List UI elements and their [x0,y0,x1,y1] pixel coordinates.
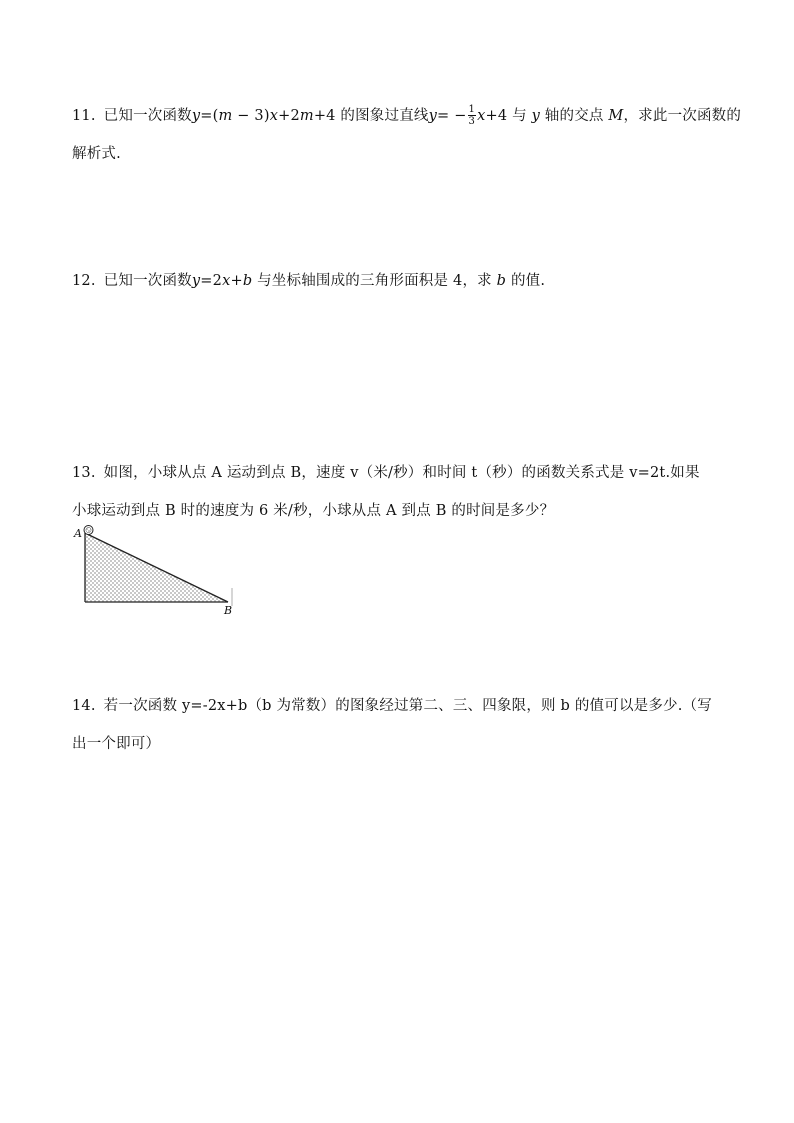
math-var: M [608,108,624,124]
problem-12-line-1 [72,262,724,300]
math-var: b [496,273,507,289]
problem-text: 的值. [506,273,546,289]
fraction [468,104,477,127]
math-var: y [191,273,201,289]
ball-icon [84,526,93,535]
problem-text: 与坐标轴围成的三角形面积是 4，求 [252,273,497,289]
problem-number: 12. [72,273,96,289]
problem-13-line-1 [72,454,724,492]
problem-text: +2 [278,108,300,124]
problem-text: 轴的交点 [540,108,609,124]
problem-11 [72,97,742,173]
math-var: m [218,108,233,124]
problem-text: ，求此一次函数的 [623,108,742,124]
problem-14-line-1 [72,687,724,725]
math-var: m [299,108,314,124]
problem-number: 11. [72,108,96,124]
problem-number: 14. [72,698,96,714]
math-var: x [222,273,231,289]
math-var: y [531,108,540,124]
math-var: x [477,108,486,124]
problem-text: =( [200,108,219,124]
problem-text: − 3) [232,108,270,124]
math-var: y [191,108,201,124]
problem-14-line-2: 出一个即可） [72,736,161,752]
problem-11-line-1 [72,97,742,135]
math-var: y [428,108,438,124]
label-a: A [74,527,82,540]
problem-text: +4 的图象过直线 [313,108,429,124]
problem-text: 如图，小球从点 A 运动到点 B，速度 v（米/秒）和时间 t（秒）的函数关系式是 v=2t.如果 [103,465,700,481]
problem-number: 13. [72,465,96,481]
problem-13 [72,454,724,530]
problem-14 [72,687,724,763]
problem-text: 已知一次函数 [103,273,192,289]
problem-text: +4 与 [485,108,532,124]
fraction-denominator: 3 [468,115,476,127]
label-b: B [224,604,233,617]
problem-text: 若一次函数 y=-2x+b（b 为常数）的图象经过第二、三、四象限，则 b 的值可以是多少.（写 [103,698,712,714]
problem-11-line-2: 解析式. [72,146,121,162]
problem-text: = − [437,108,467,124]
math-var: x [269,108,279,124]
problem-text: + [230,273,243,289]
problem-text: 已知一次函数 [103,108,192,124]
problem-13-line-2: 小球运动到点 B 时的速度为 6 米/秒，小球从点 A 到点 B 的时间是多少？ [72,503,555,519]
math-var: b [242,273,253,289]
problem-12 [72,262,724,300]
fraction-numerator: 1 [468,103,476,115]
slope-figure [72,522,242,618]
problem-text: =2 [200,273,223,289]
